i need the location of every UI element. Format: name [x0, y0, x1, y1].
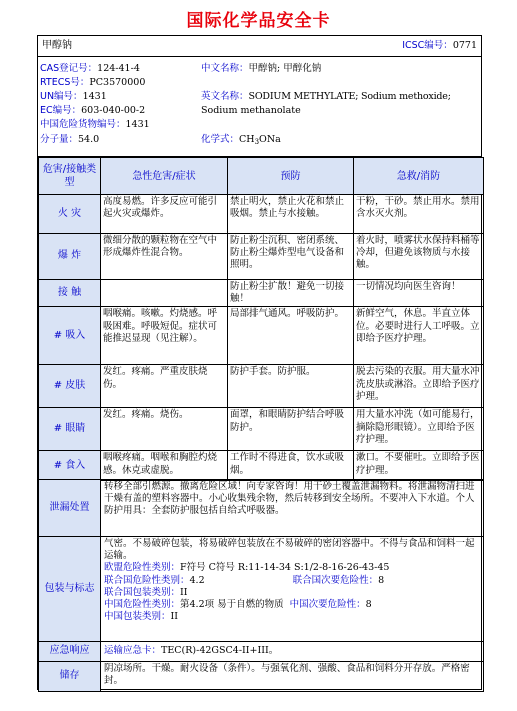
name-row — [38, 36, 481, 57]
cas-label: CAS登记号： — [40, 63, 98, 74]
cn-dangerous-goods-label: 中国危险货物编号： — [40, 119, 126, 130]
hazard-row-skin — [39, 365, 484, 408]
first-aid-contact: 一切情况均向医生咨询！ — [354, 280, 484, 307]
formula-line — [201, 134, 281, 148]
cn-class-label: 中国危险性类别： — [104, 599, 181, 611]
rtecs-value: PC3570000 — [89, 77, 146, 88]
first-aid-ingestion: 漱口。不要催吐。立即给予医疗护理。 — [354, 451, 484, 481]
emergency-label: 应急响应 — [39, 642, 101, 662]
first-aid-explosion: 着火时，喷雾状水保持料桶等冷却，但避免该物质与水接触。 — [354, 234, 484, 280]
molecular-weight-label: 分子量： — [40, 134, 79, 145]
symptom-inhalation: 咽喉痛。咳嗽。灼烧感。呼吸困难。呼吸短促。症状可能推迟显现（见注解）。 — [101, 307, 228, 365]
formula-pre: CH — [239, 134, 255, 145]
cn-name-value: 甲醇钠; 甲醇化钠 — [248, 63, 322, 74]
prevention-fire: 禁止明火，禁止火花和禁止吸烟。禁止与水接触。 — [228, 195, 354, 234]
formula-post: ONa — [259, 134, 281, 145]
prevention-explosion: 防止粉尘沉积、密闭系统、防止粉尘爆炸型电气设备和照明。 — [228, 234, 354, 280]
en-name-label: 英文名称： — [201, 91, 249, 102]
hazard-row-eyes — [39, 408, 484, 451]
handling-table — [38, 479, 484, 692]
un-class-line — [104, 575, 480, 587]
icsc-value: 0771 — [452, 40, 477, 51]
cn-dangerous-goods-value: 1431 — [125, 119, 150, 130]
symptom-ingestion: 咽喉疼痛。咽喉和胸腔灼烧感。休克或虚脱。 — [101, 451, 228, 481]
cas-line — [40, 63, 140, 75]
type-contact: 接 触 — [39, 280, 101, 307]
first-aid-inhalation: 新鲜空气，休息。半直立体位。必要时进行人工呼吸。立即给予医疗护理。 — [354, 307, 484, 365]
ec-value: 603-040-00-2 — [81, 105, 146, 116]
type-explosion: 爆 炸 — [39, 234, 101, 280]
un-sub-label: 联合国次要危险性： — [292, 574, 379, 586]
icsc-label: ICSC编号： — [402, 40, 453, 51]
formula-label: 化学式： — [201, 134, 240, 145]
header-prevention: 预防 — [228, 158, 354, 195]
emergency-cell — [101, 642, 484, 662]
storage-row — [39, 662, 484, 692]
un-pack-label: 联合国包装类别： — [104, 586, 181, 598]
packaging-label: 包装与标志 — [39, 537, 101, 642]
cn-sub-label: 中国次要危险性： — [289, 599, 366, 611]
cn-class-line — [104, 599, 480, 611]
page-title: 国际化学品安全卡 — [186, 11, 331, 31]
eu-class-label: 欧盟危险性类别： — [104, 562, 181, 574]
rtecs-line — [40, 77, 145, 89]
symptom-fire: 高度易燃。许多反应可能引起火灾或爆炸。 — [101, 195, 228, 234]
chemical-name: 甲醇钠 — [42, 40, 72, 51]
hazard-row-fire — [39, 195, 484, 234]
formula-sub: 3 — [254, 138, 260, 146]
un-pack-line — [104, 587, 480, 599]
prevention-ingestion: 工作时不得进食，饮水或吸烟。 — [228, 451, 354, 481]
first-aid-skin: 脱去污染的衣服。用大量水冲洗皮肤或淋浴。立即给予医疗护理。 — [354, 365, 484, 408]
spill-text: 转移全部引燃源。撤离危险区域！向专家咨询！用干砂土覆盖泄漏物料。将泄漏物清扫进干燥有盖的塑料容器中。小心收集残余物，然后转移到安全场所。不要冲入下水道。个人防护用具：全套防护服包括自给式呼吸器。 — [101, 480, 484, 537]
hazard-row-ingestion — [39, 451, 484, 481]
ec-line — [40, 105, 145, 117]
cn-name-line — [201, 63, 321, 75]
eu-class-line — [104, 562, 480, 574]
packaging-cell — [101, 537, 484, 642]
un-sub-value: 8 — [378, 574, 385, 586]
hazard-row-inhalation — [39, 307, 484, 365]
packaging-row — [39, 537, 484, 642]
spill-row — [39, 480, 484, 537]
symptom-skin: 发红。疼痛。严重皮肤烧伤。 — [101, 365, 228, 408]
emergency-row — [39, 642, 484, 662]
en-name-line — [201, 91, 451, 103]
cn-pack-value: II — [170, 611, 179, 623]
first-aid-fire: 干粉，干砂。禁止用水。禁用含水灭火剂。 — [354, 195, 484, 234]
icsc-number — [402, 40, 477, 52]
cn-class-value: 第4.2项 易于自燃的物质 — [180, 599, 284, 611]
cn-name-label: 中文名称： — [201, 63, 249, 74]
eu-class-value: F符号 C符号 R:11-14-34 S:1/2-8-16-26-43-45 — [180, 562, 390, 574]
hazard-table — [38, 157, 484, 481]
type-eyes: # 眼睛 — [39, 408, 101, 451]
cn-pack-label: 中国包装类别： — [104, 611, 171, 623]
hazard-header-row — [39, 158, 484, 195]
un-label: UN编号： — [40, 91, 83, 102]
header-type: 危害/接触类型 — [39, 158, 101, 195]
first-aid-eyes: 用大量水冲洗（如可能易行，摘除隐形眼镜）。立即给予医疗护理。 — [354, 408, 484, 451]
cas-value: 124-41-4 — [97, 63, 140, 74]
type-skin: # 皮肤 — [39, 365, 101, 408]
hazard-row-explosion — [39, 234, 484, 280]
emergency-card-label: 运输应急卡： — [104, 645, 162, 657]
type-inhalation: # 吸入 — [39, 307, 101, 365]
symptom-explosion: 微细分散的颗粒物在空气中形成爆炸性混合物。 — [101, 234, 228, 280]
un-class-label: 联合国危险性类别： — [104, 574, 190, 586]
spill-label: 泄漏处置 — [39, 480, 101, 537]
molecular-weight-value: 54.0 — [78, 134, 100, 145]
safety-card — [37, 35, 482, 690]
cn-pack-line — [104, 611, 480, 623]
symptom-eyes: 发红。疼痛。烧伤。 — [101, 408, 228, 451]
prevention-eyes: 面罩，和眼睛防护结合呼吸防护。 — [228, 408, 354, 451]
rtecs-label: RTECS号： — [40, 77, 90, 88]
symptom-contact — [101, 280, 228, 307]
hazard-row-contact — [39, 280, 484, 307]
cn-dangerous-goods-line — [40, 119, 150, 131]
emergency-card-value: TEC(R)-42GSC4-II+III。 — [161, 645, 279, 657]
ec-label: EC编号： — [40, 105, 82, 116]
prevention-skin: 防护手套。防护服。 — [228, 365, 354, 408]
molecular-weight-line — [40, 134, 99, 146]
header-first-aid: 急救/消防 — [354, 158, 484, 195]
type-fire: 火 灾 — [39, 195, 101, 234]
identifier-block — [38, 57, 481, 157]
header-symptom: 急性危害/症状 — [101, 158, 228, 195]
un-pack-value: II — [180, 586, 188, 598]
storage-text: 阴凉场所。干燥。耐火设备（条件）。与强氧化剂、强酸、食品和饲料分开存放。严格密封。 — [101, 662, 484, 692]
prevention-contact: 防止粉尘扩散！避免一切接触！ — [228, 280, 354, 307]
en-name-line-2: Sodium methanolate — [201, 105, 301, 116]
storage-label: 储存 — [39, 662, 101, 692]
un-value: 1431 — [82, 91, 107, 102]
type-ingestion: # 食入 — [39, 451, 101, 481]
en-name-value-1: SODIUM METHYLATE; Sodium methoxide; — [248, 91, 451, 102]
un-class-value: 4.2 — [189, 574, 205, 586]
packaging-text: 气密。不易破碎包装，将易破碎包装放在不易破碎的密闭容器中。不得与食品和饲料一起运输。 — [104, 538, 475, 562]
cn-sub-value: 8 — [365, 599, 372, 611]
prevention-inhalation: 局部排气通风。呼吸防护。 — [228, 307, 354, 365]
un-line — [40, 91, 107, 103]
